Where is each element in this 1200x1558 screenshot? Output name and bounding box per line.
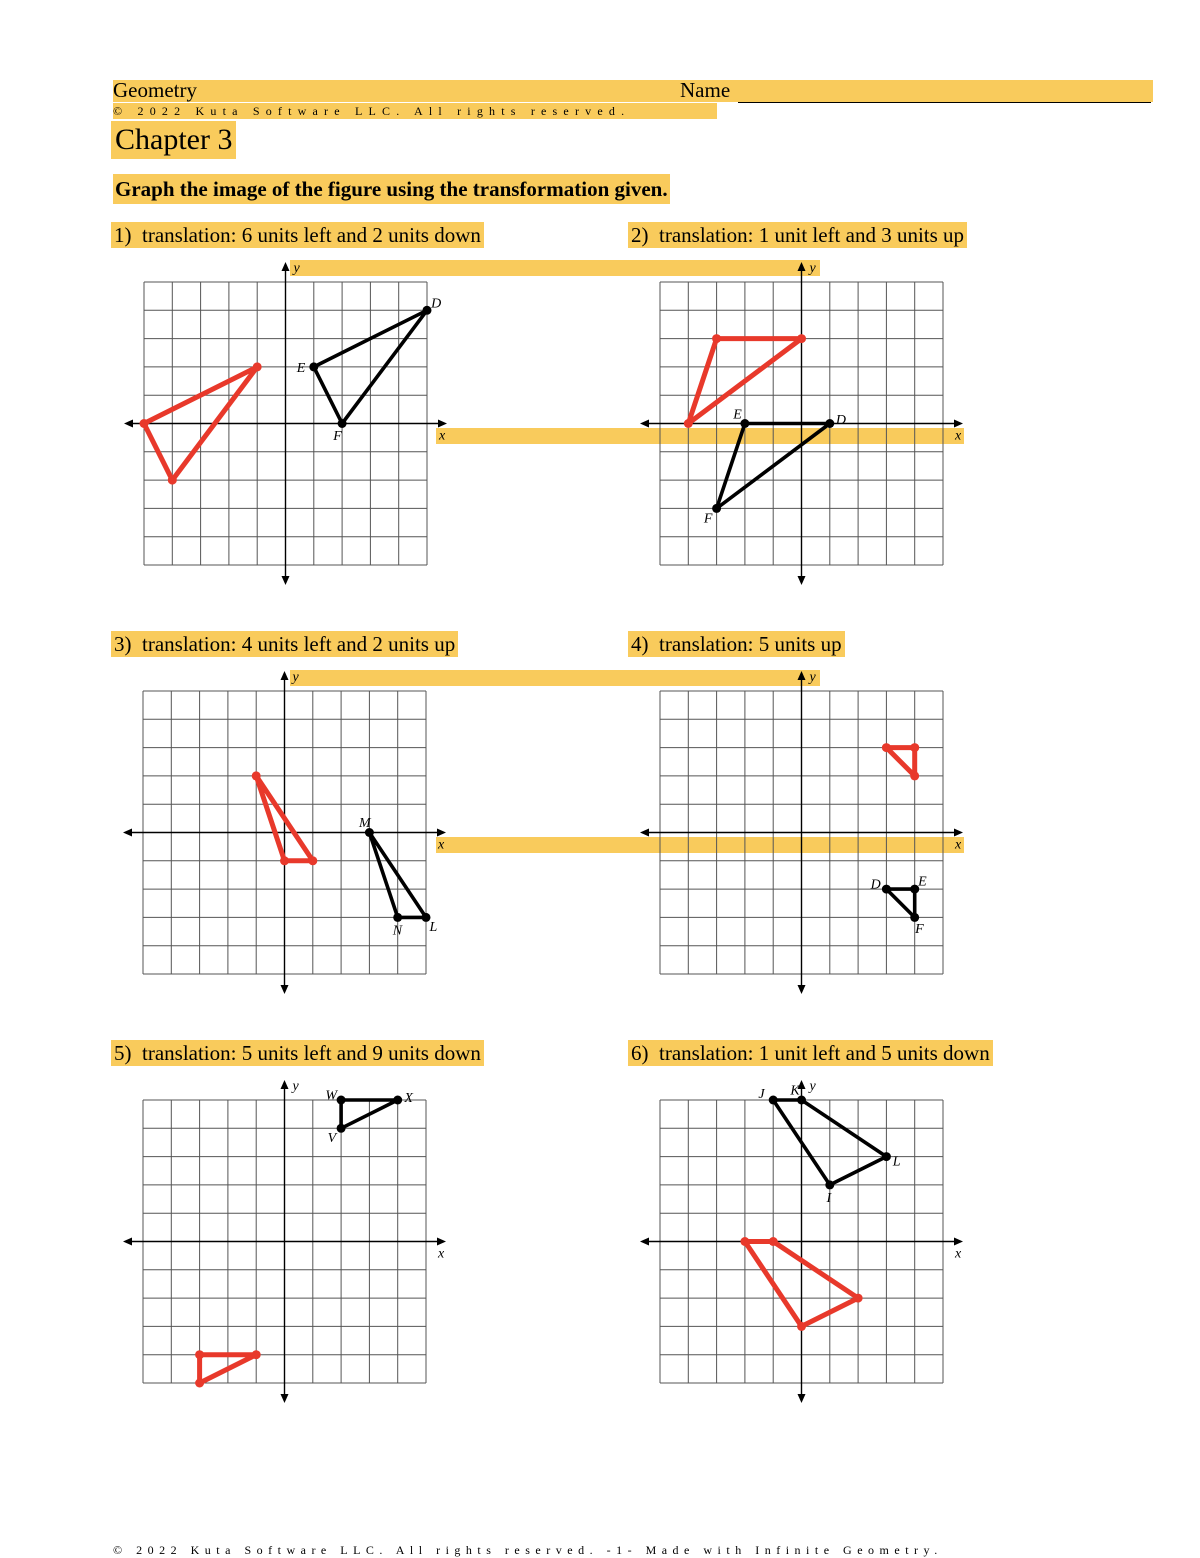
problem-number: 1) bbox=[114, 223, 132, 247]
image-figure-vertex bbox=[797, 334, 806, 343]
course-title: Geometry bbox=[113, 78, 197, 102]
image-figure-vertex bbox=[252, 1350, 261, 1359]
arrow-left-icon bbox=[640, 829, 649, 837]
vertex-label-x: X bbox=[404, 1091, 413, 1107]
arrow-left-icon bbox=[640, 1238, 649, 1246]
arrow-up-icon bbox=[281, 671, 289, 680]
original-figure-vertex bbox=[712, 504, 721, 513]
image-figure-vertex bbox=[797, 1322, 806, 1331]
image-figure-vertex bbox=[168, 476, 177, 485]
problem-number: 3) bbox=[114, 632, 132, 656]
arrow-up-icon bbox=[282, 262, 290, 271]
problem-text: translation: 5 units left and 9 units down bbox=[142, 1041, 481, 1065]
problem-number: 6) bbox=[631, 1041, 649, 1065]
graph-problem-2[interactable] bbox=[638, 260, 965, 587]
footer: © 2022 Kuta Software LLC. All rights reserved. -1- Made with Infinite Geometry. bbox=[113, 1543, 943, 1557]
original-figure-vertex bbox=[825, 419, 834, 428]
y-axis-label: y bbox=[809, 261, 816, 276]
vertex-label-l: L bbox=[892, 1154, 901, 1170]
problem-6-prompt bbox=[628, 1040, 993, 1066]
graph-problem-6[interactable] bbox=[638, 1078, 965, 1405]
problem-2-prompt bbox=[628, 222, 967, 248]
vertex-label-l: L bbox=[429, 919, 438, 935]
vertex-label-e: E bbox=[296, 360, 306, 376]
vertex-label-j: J bbox=[758, 1087, 765, 1103]
problem-3-prompt bbox=[111, 631, 458, 657]
problem-5-prompt bbox=[111, 1040, 484, 1066]
x-axis-label: x bbox=[439, 428, 446, 444]
arrow-right-icon bbox=[437, 1238, 446, 1246]
arrow-left-icon bbox=[124, 420, 133, 428]
image-figure bbox=[882, 743, 919, 780]
arrow-down-icon bbox=[798, 1394, 806, 1403]
vertex-label-k: K bbox=[790, 1083, 800, 1099]
original-figure-vertex bbox=[910, 913, 919, 922]
original-figure bbox=[870, 875, 928, 938]
arrow-right-icon bbox=[438, 420, 447, 428]
image-figure-edges bbox=[886, 748, 914, 776]
arrow-down-icon bbox=[798, 576, 806, 585]
original-figure-vertex bbox=[337, 1124, 346, 1133]
vertex-label-e: E bbox=[918, 874, 927, 890]
problem-number: 2) bbox=[631, 223, 649, 247]
chapter-title: Chapter 3 bbox=[111, 121, 236, 159]
problem-number: 5) bbox=[114, 1041, 132, 1065]
image-figure-vertex bbox=[740, 1237, 749, 1246]
copyright-notice: © 2022 Kuta Software LLC. All rights reserved. bbox=[113, 103, 717, 119]
image-figure-vertex bbox=[769, 1237, 778, 1246]
arrow-up-icon bbox=[281, 1080, 289, 1089]
image-figure-vertex bbox=[308, 856, 317, 865]
vertex-label-d: D bbox=[870, 877, 881, 893]
image-figure-vertex bbox=[252, 771, 261, 780]
problem-number: 4) bbox=[631, 632, 649, 656]
image-figure-vertex bbox=[140, 419, 149, 428]
image-figure-vertex bbox=[910, 771, 919, 780]
original-figure-vertex bbox=[769, 1096, 778, 1105]
graph-problem-3[interactable] bbox=[121, 669, 448, 996]
arrow-left-icon bbox=[123, 829, 132, 837]
x-axis-label: x bbox=[438, 837, 445, 853]
x-axis-label: x bbox=[955, 1246, 962, 1262]
arrow-down-icon bbox=[282, 576, 290, 585]
y-axis-label: y bbox=[292, 670, 299, 685]
problem-1-prompt bbox=[111, 222, 484, 248]
arrow-left-icon bbox=[640, 420, 649, 428]
original-figure-vertex bbox=[337, 1096, 346, 1105]
arrow-up-icon bbox=[798, 262, 806, 271]
vertex-label-f: F bbox=[915, 922, 924, 938]
vertex-label-m: M bbox=[359, 815, 371, 831]
x-axis-label: x bbox=[955, 837, 962, 853]
arrow-left-icon bbox=[123, 1238, 132, 1246]
problem-text: translation: 6 units left and 2 units down bbox=[142, 223, 481, 247]
image-figure-vertex bbox=[195, 1350, 204, 1359]
image-figure-vertex bbox=[253, 362, 262, 371]
original-figure-vertex bbox=[882, 885, 891, 894]
instructions: Graph the image of the figure using the transformation given. bbox=[113, 174, 670, 204]
graph-problem-5[interactable] bbox=[121, 1078, 448, 1405]
image-figure-vertex bbox=[280, 856, 289, 865]
vertex-label-f: F bbox=[703, 511, 713, 527]
y-axis-label: y bbox=[809, 670, 816, 685]
image-figure-vertex bbox=[195, 1379, 204, 1388]
header-highlight bbox=[113, 80, 1153, 102]
y-axis-label: y bbox=[293, 261, 300, 276]
name-label: Name bbox=[680, 78, 731, 102]
vertex-label-d: D bbox=[431, 296, 442, 312]
image-figure-vertex bbox=[712, 334, 721, 343]
vertex-label-n: N bbox=[392, 923, 403, 939]
image-figure-vertex bbox=[854, 1294, 863, 1303]
problem-text: translation: 1 unit left and 3 units up bbox=[659, 223, 965, 247]
vertex-label-d: D bbox=[835, 412, 846, 428]
original-figure-vertex bbox=[338, 419, 347, 428]
arrow-down-icon bbox=[281, 985, 289, 994]
original-figure-vertex bbox=[825, 1180, 834, 1189]
original-figure-vertex bbox=[393, 1096, 402, 1105]
image-figure-vertex bbox=[882, 743, 891, 752]
problem-4-prompt bbox=[628, 631, 845, 657]
original-figure bbox=[296, 296, 441, 443]
vertex-label-f: F bbox=[333, 428, 342, 444]
original-figure-vertex bbox=[309, 362, 318, 371]
arrow-up-icon bbox=[798, 671, 806, 680]
vertex-label-w: W bbox=[325, 1088, 338, 1104]
y-axis-label: y bbox=[809, 1079, 816, 1094]
x-axis-label: x bbox=[955, 428, 962, 444]
graph-problem-4[interactable] bbox=[638, 669, 965, 996]
vertex-label-e: E bbox=[733, 407, 742, 423]
problem-text: translation: 4 units left and 2 units up bbox=[142, 632, 456, 656]
original-figure-vertex bbox=[882, 1152, 891, 1161]
y-axis-label: y bbox=[292, 1079, 299, 1094]
original-figure-edges bbox=[886, 889, 914, 917]
graph-problem-1[interactable] bbox=[122, 260, 449, 587]
arrow-right-icon bbox=[954, 1238, 963, 1246]
image-figure-vertex bbox=[684, 419, 693, 428]
name-field-line[interactable] bbox=[738, 102, 1151, 103]
vertex-label-i: I bbox=[826, 1190, 832, 1206]
x-axis-label: x bbox=[438, 1246, 445, 1262]
arrow-down-icon bbox=[798, 985, 806, 994]
arrow-right-icon bbox=[954, 420, 963, 428]
original-figure-vertex bbox=[393, 913, 402, 922]
vertex-label-v: V bbox=[327, 1130, 337, 1146]
problem-text: translation: 1 unit left and 5 units down bbox=[659, 1041, 990, 1065]
image-figure-vertex bbox=[910, 743, 919, 752]
arrow-right-icon bbox=[437, 829, 446, 837]
arrow-right-icon bbox=[954, 829, 963, 837]
arrow-down-icon bbox=[281, 1394, 289, 1403]
problem-text: translation: 5 units up bbox=[659, 632, 842, 656]
